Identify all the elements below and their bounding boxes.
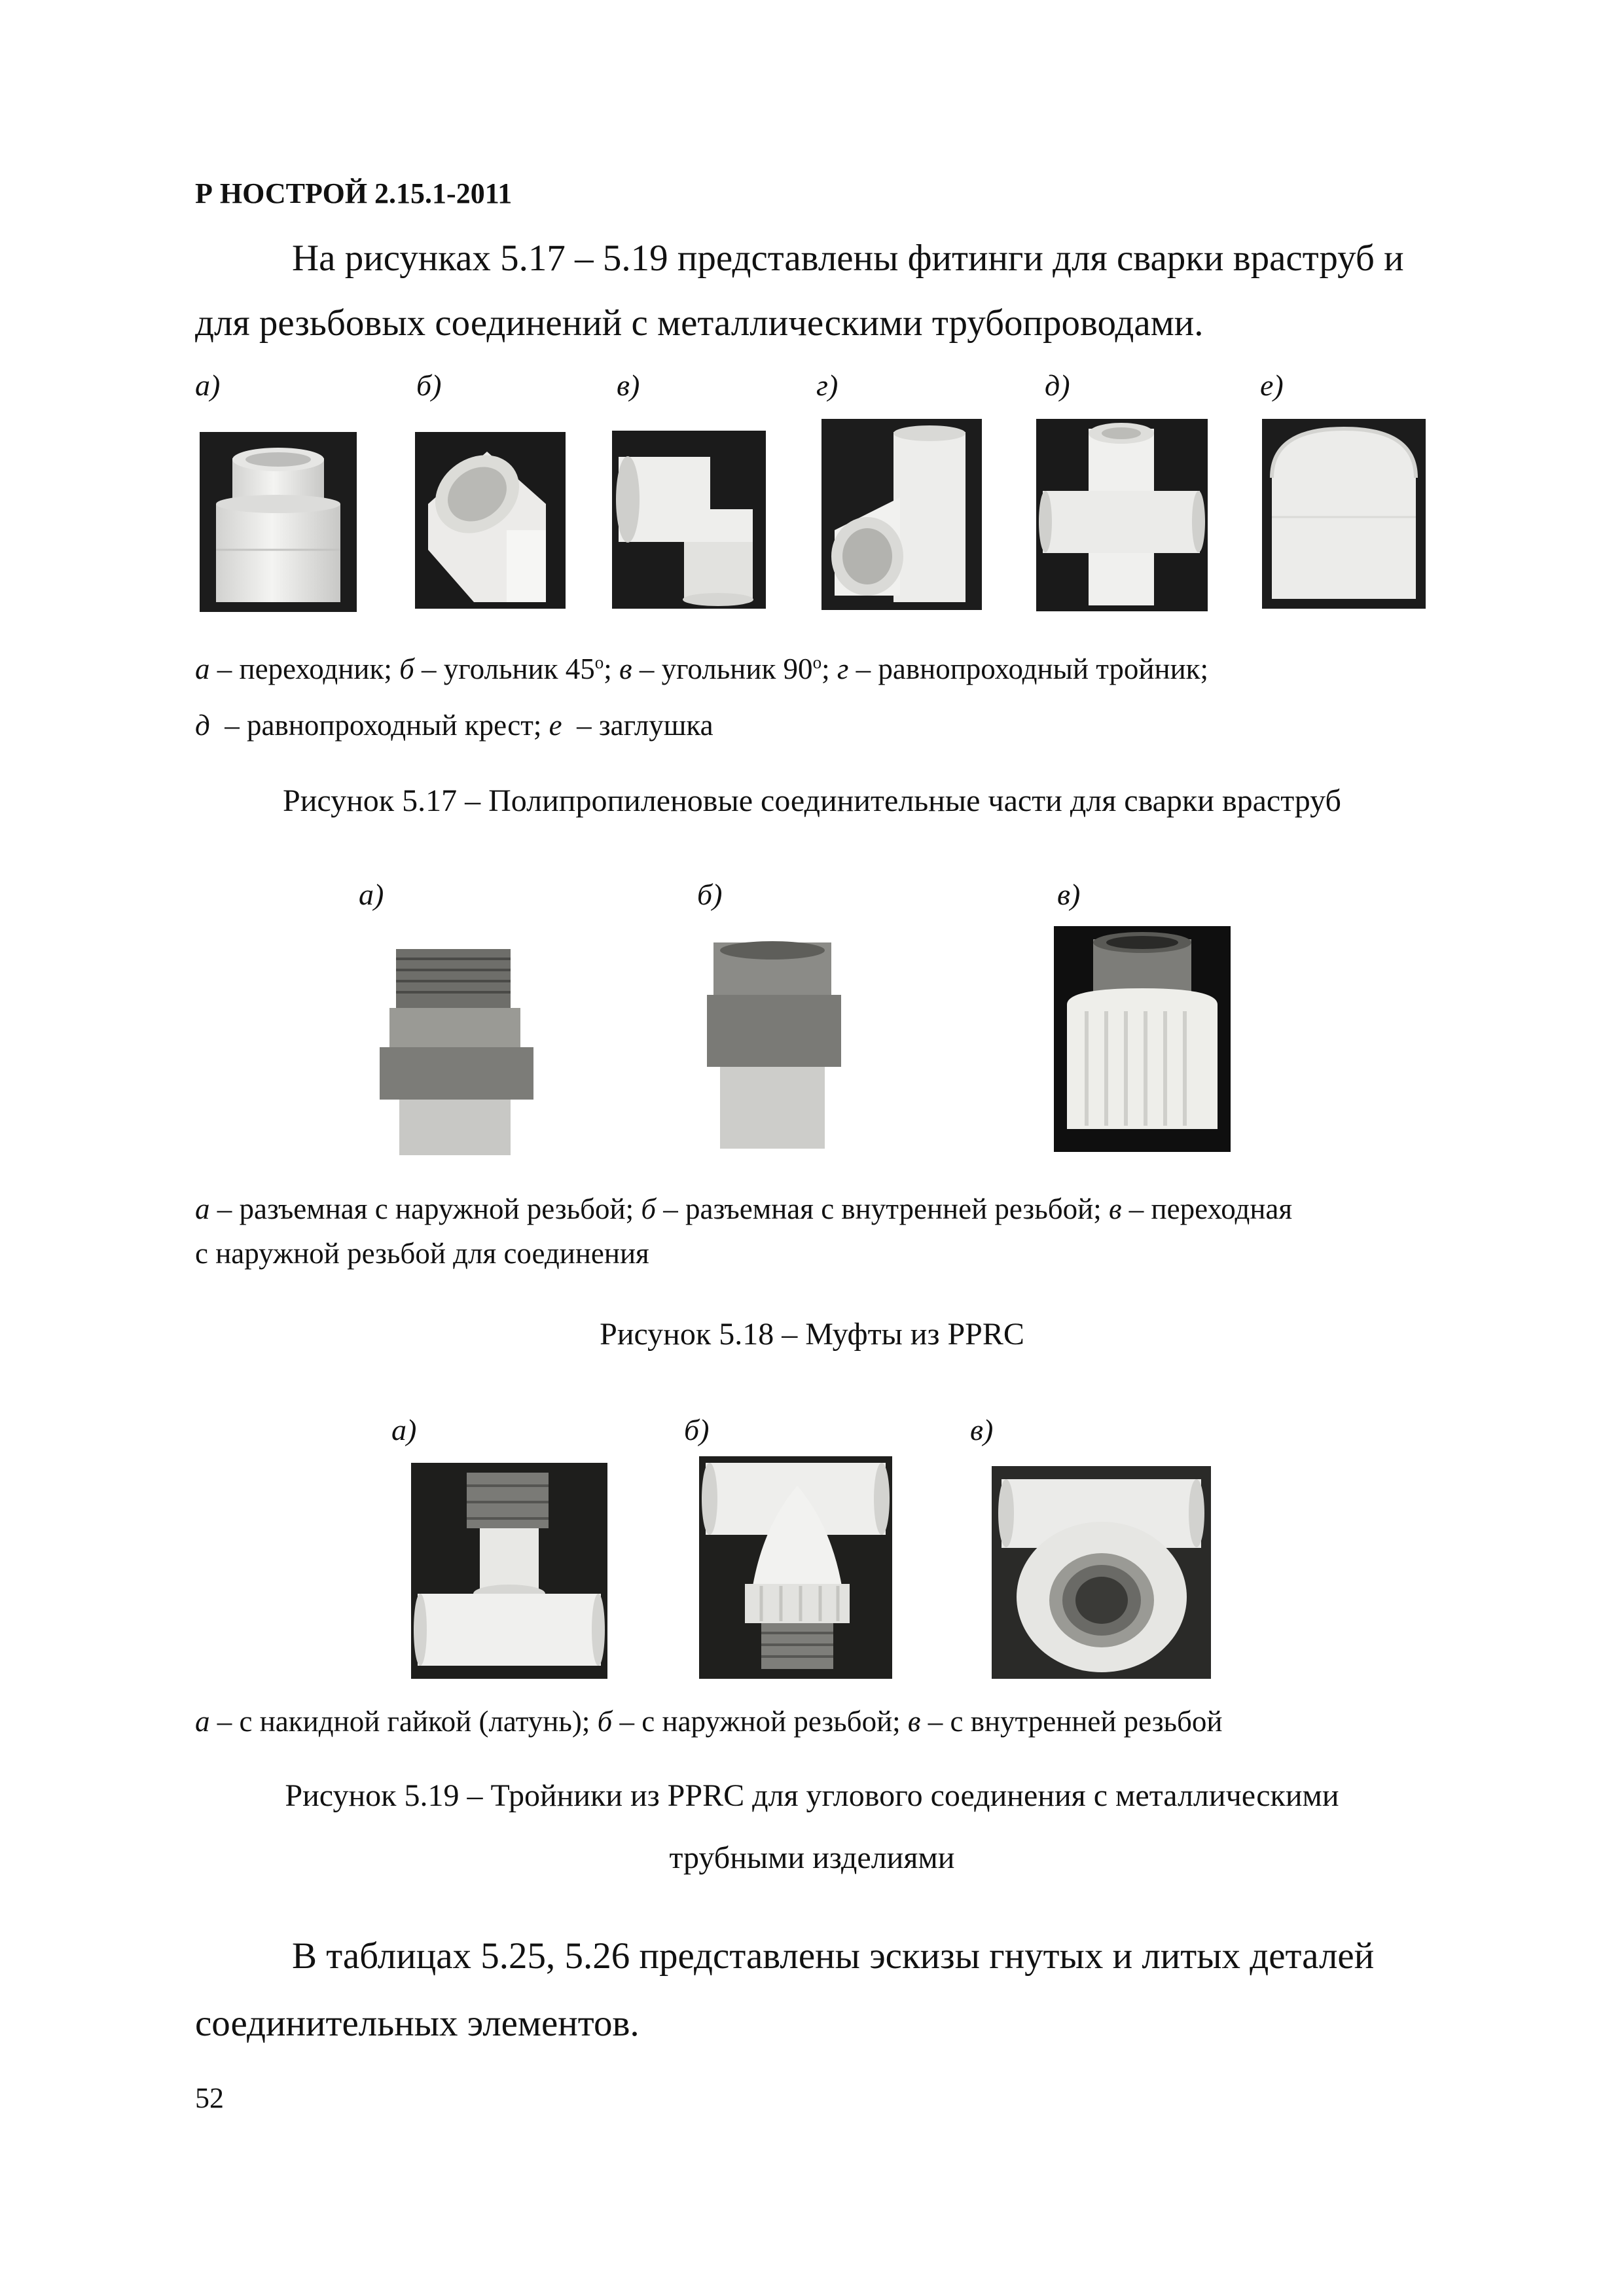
photo-union-female-thread bbox=[700, 936, 848, 1152]
outro-line-1: В таблицах 5.25, 5.26 представлены эскизы гнутых и литых деталей bbox=[292, 1935, 1375, 1977]
fig-5-18-legend-line-1 bbox=[195, 1194, 1292, 1224]
fig-5-17-title: Рисунок 5.17 – Полипропиленовые соединительные части для сварки враструб bbox=[283, 783, 1341, 818]
fig-5-18-title: Рисунок 5.18 – Муфты из PPRC bbox=[600, 1317, 1024, 1352]
legend-text-a: – с накидной гайкой (латунь); bbox=[209, 1705, 598, 1738]
fig-5-19-title-line-1: Рисунок 5.19 – Тройники из PPRC для углового соединения с металлическими bbox=[285, 1778, 1339, 1813]
legend-text-e: – заглушка bbox=[562, 709, 713, 742]
legend-text-b: – угольник 45 bbox=[414, 653, 595, 685]
photo-cap bbox=[1262, 419, 1426, 609]
legend-text-b: – разъемная с внутренней резьбой; bbox=[656, 1193, 1109, 1225]
legend-key-b: б bbox=[399, 653, 414, 685]
legend-key-v: в bbox=[1108, 1193, 1122, 1225]
fig-5-19-title-line-2: трубными изделиями bbox=[669, 1840, 955, 1875]
photo-adapter bbox=[200, 432, 357, 612]
fig-5-17-label-v: в) bbox=[617, 368, 640, 402]
photo-tee bbox=[821, 419, 982, 610]
intro-line-1: На рисунках 5.17 – 5.19 представлены фитинги для сварки враструб и bbox=[292, 238, 1404, 279]
fig-5-18-label-b: б) bbox=[697, 878, 723, 911]
legend-key-d: д bbox=[195, 709, 210, 742]
legend-text-a: – переходник; bbox=[209, 653, 400, 685]
intro-line-2: для резьбовых соединений с металлическими трубопроводами. bbox=[195, 302, 1204, 344]
legend-text-d: – равнопроходный крест; bbox=[209, 709, 549, 742]
legend-key-a: а bbox=[195, 1193, 210, 1225]
legend-key-a: а bbox=[195, 653, 210, 685]
photo-union-male-thread bbox=[380, 942, 533, 1158]
legend-text-a: – разъемная с наружной резьбой; bbox=[209, 1193, 641, 1225]
legend-key-g: г bbox=[837, 653, 849, 685]
legend-text-g: – равнопроходный тройник; bbox=[848, 653, 1209, 685]
legend-key-b: б bbox=[597, 1705, 613, 1738]
fig-5-17-legend-line-1 bbox=[195, 655, 1208, 684]
legend-key-b: б bbox=[641, 1193, 656, 1225]
photo-tee-female-thread bbox=[992, 1466, 1211, 1679]
fig-5-19-label-v: в) bbox=[970, 1413, 994, 1446]
degree-mark: о bbox=[812, 653, 822, 672]
legend-key-a: а bbox=[195, 1705, 210, 1738]
fig-5-19-label-b: б) bbox=[684, 1413, 710, 1446]
photo-tee-male-thread bbox=[699, 1456, 892, 1679]
legend-text-b: – с наружной резьбой; bbox=[612, 1705, 908, 1738]
fig-5-18-legend-line-2: с наружной резьбой для соединения bbox=[195, 1237, 649, 1270]
fig-5-18-label-a: а) bbox=[359, 878, 384, 911]
fig-5-17-label-b: б) bbox=[416, 368, 442, 402]
legend-text-v: – с внутренней резьбой bbox=[920, 1705, 1223, 1738]
legend-sep: ; bbox=[821, 653, 837, 685]
photo-elbow-90 bbox=[612, 431, 766, 609]
fig-5-17-legend-line-2 bbox=[195, 711, 713, 740]
document-header: Р НОСТРОЙ 2.15.1-2011 bbox=[195, 177, 513, 209]
fig-5-18-label-v: в) bbox=[1057, 878, 1081, 911]
legend-key-v: в bbox=[907, 1705, 921, 1738]
fig-5-17-label-a: а) bbox=[195, 368, 221, 402]
legend-text-v: – переходная bbox=[1121, 1193, 1293, 1225]
fig-5-17-label-g: г) bbox=[816, 368, 839, 402]
photo-elbow-45 bbox=[415, 432, 566, 609]
photo-adapter-male-thread bbox=[1054, 926, 1231, 1152]
outro-line-2: соединительных элементов. bbox=[195, 2003, 640, 2044]
legend-key-v: в bbox=[619, 653, 632, 685]
fig-5-19-label-a: а) bbox=[391, 1413, 417, 1446]
legend-sep: ; bbox=[604, 653, 620, 685]
page-number: 52 bbox=[195, 2082, 224, 2114]
fig-5-19-legend bbox=[195, 1707, 1222, 1736]
photo-cross bbox=[1036, 419, 1208, 611]
fig-5-17-label-d: д) bbox=[1045, 368, 1070, 402]
photo-tee-brass-nut bbox=[411, 1463, 607, 1679]
fig-5-17-label-e: е) bbox=[1260, 368, 1284, 402]
legend-key-e: е bbox=[549, 709, 562, 742]
degree-mark: о bbox=[594, 653, 604, 672]
legend-text-v: – угольник 90 bbox=[632, 653, 813, 685]
